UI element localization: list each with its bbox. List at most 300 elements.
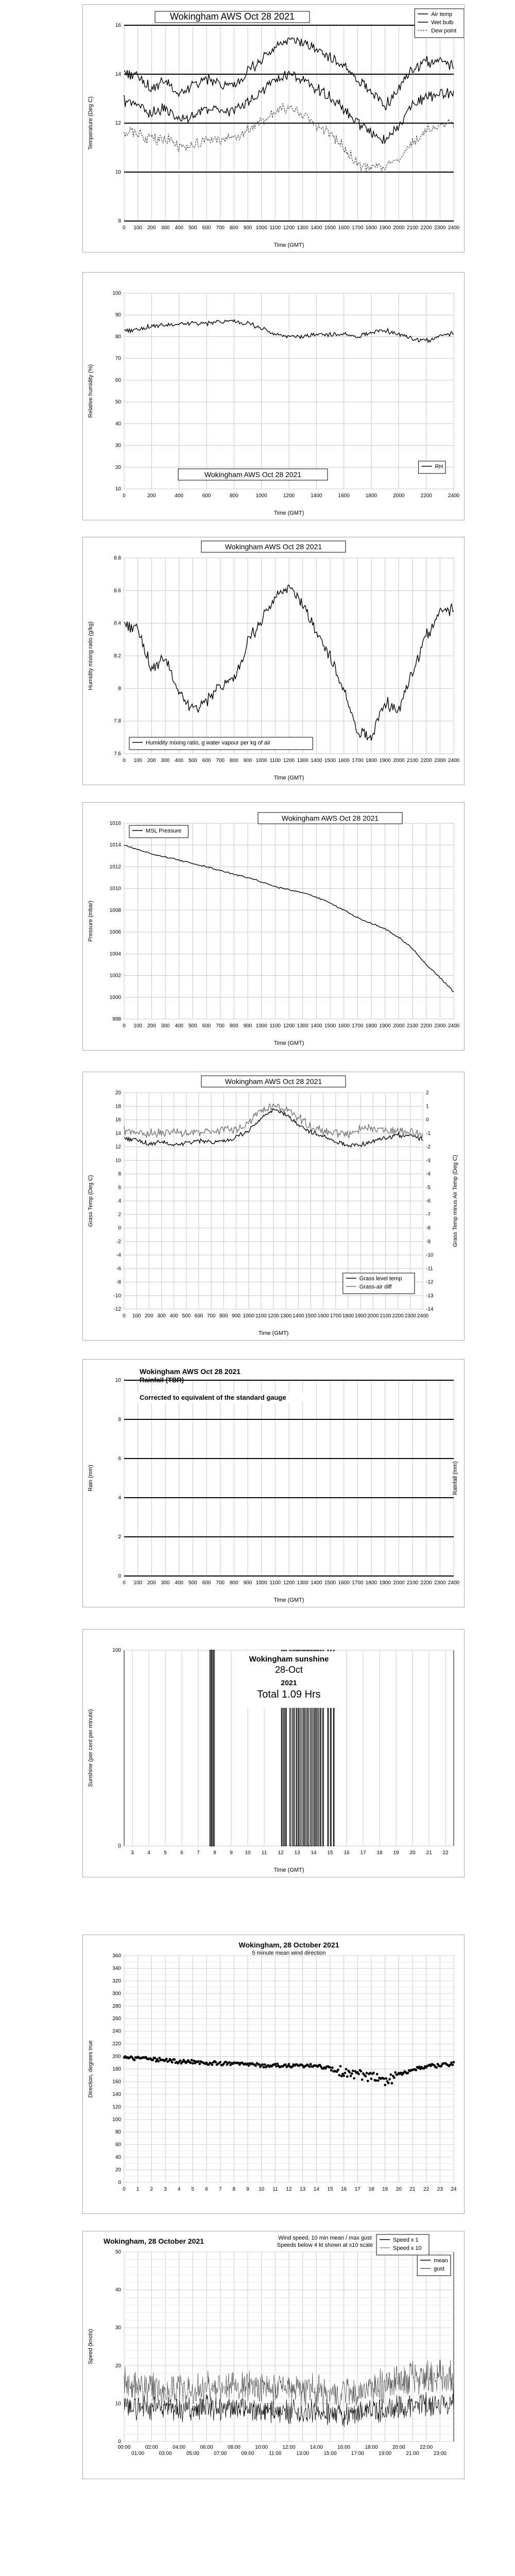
x-tick-label: 800 [229,493,238,499]
y-tick-label: 120 [112,2104,121,2110]
y-axis-label: Direction, degrees true [88,2040,94,2098]
x-tick-label: 100 [133,758,143,764]
x-tick-label: 2100 [380,1313,391,1319]
x-tick-label: 1800 [365,1023,377,1029]
x-tick-label: 100 [133,1023,143,1029]
direction-point [370,2078,373,2080]
x-tick-label: 300 [161,758,170,764]
y-tick-label: 40 [115,2155,121,2161]
y-tick-label: 320 [112,1978,121,1984]
direction-point [340,2075,343,2077]
chart-panel-grass [82,1072,465,1341]
y-tick-label: 6 [118,1184,121,1191]
direction-point [264,2063,266,2066]
chart-subtitle-2: Speeds below 4 kt shown at x10 scale [277,2242,373,2248]
y-tick-label: 100 [112,1648,121,1653]
y-tick-label: 50 [115,2249,121,2255]
direction-point [288,2063,290,2065]
x-tick-label: 4 [147,1850,150,1856]
x-tick-label: 1500 [324,225,336,231]
x-tick-label: 1500 [305,1313,317,1319]
x-tick-label: 1200 [283,225,295,231]
chart-title: Wokingham AWS Oct 28 2021 [204,470,302,479]
direction-point [393,2076,396,2079]
x-tick-label: 23 [437,2187,443,2192]
x-tick-label: 16 [341,2187,347,2192]
x-tick-label: 2000 [393,1580,405,1586]
x-tick-label: 600 [202,1580,211,1586]
x-tick-label: 2000 [393,225,405,231]
x-tick-label: 7 [197,1850,200,1856]
chart-sunshine [83,1630,464,1877]
y-tick-label: 8 [118,1417,121,1422]
x-tick-label: 400 [175,1580,184,1586]
legend-label: Speed x 1 [393,2237,419,2243]
x-axis-label: Time (GMT) [273,1040,304,1046]
y-axis-label: Speed (knots) [88,2329,94,2365]
x-tick-label: 1600 [317,1313,329,1319]
direction-point [330,2069,333,2072]
x-tick-label: 1200 [267,1313,280,1319]
y-tick-label: 200 [112,2054,121,2060]
y-tick-label: 340 [112,1965,121,1972]
direction-point [159,2057,161,2059]
x-tick-label: 1100 [269,225,281,231]
x-tick-label: 500 [188,225,197,231]
y-tick-label: 1010 [109,886,121,892]
x-tick-label: 0 [123,2187,126,2192]
direction-point [263,2066,265,2069]
chart-direction [83,1935,464,2213]
y-tick-label: 30 [115,2325,121,2331]
y-tick-label: 20 [115,2363,121,2369]
direction-point [387,2082,390,2084]
y-tick-label: 60 [115,377,121,383]
y2-axis-label: Rainfall (mm) [452,1461,458,1495]
direction-point [339,2065,342,2067]
x-tick-label: 2000 [393,1023,405,1029]
legend-label: Air temp [431,11,453,18]
x-tick-label: 6 [180,1850,183,1856]
x-tick-label: 06:00 [200,2445,213,2450]
x-tick-label: 1400 [311,225,322,231]
x-tick-label: 10 [245,1850,251,1856]
y-tick-label: 160 [112,2079,121,2085]
x-tick-label: 1100 [269,758,281,764]
x-tick-label: 24 [451,2187,457,2192]
direction-point [310,2063,312,2065]
y-tick-label: 80 [115,334,121,340]
direction-point [151,2059,154,2061]
x-tick-label: 700 [207,1313,216,1319]
x-tick-label: 2300 [434,1023,446,1029]
y-tick-label: 40 [115,421,121,427]
legend-label: Grass-air diff [359,1284,392,1290]
x-tick-label: 5 [164,1850,167,1856]
x-tick-label: 500 [182,1313,191,1319]
x-tick-label: 2300 [434,758,446,764]
x-tick-label: 07:00 [214,2451,227,2456]
y-tick-label: 8.8 [114,555,121,561]
y-tick-label: 100 [112,2116,121,2123]
x-tick-label: 14:00 [310,2445,323,2450]
y-tick-label: 12 [115,1144,121,1150]
direction-point [193,2060,195,2062]
chart-panel-direction [82,1935,465,2214]
direction-point [384,2084,386,2087]
x-tick-label: 1900 [379,1580,391,1586]
direction-point [338,2074,340,2076]
y-tick-label: 12 [115,121,121,126]
y-tick-label: 14 [115,72,121,77]
chart-subtitle: Rainfall (TBR) [140,1376,184,1384]
x-tick-label: 7 [218,2187,222,2192]
x-tick-label: 1700 [330,1313,341,1319]
x-tick-label: 18 [368,2187,374,2192]
x-tick-label: 300 [157,1313,166,1319]
x-tick-label: 800 [229,225,238,231]
x-tick-label: 13:00 [296,2451,310,2456]
direction-point [276,2063,279,2065]
y-tick-label: 300 [112,1991,121,1997]
x-tick-label: 200 [147,1023,156,1029]
x-tick-label: 2000 [393,758,405,764]
legend-label: Speed x 10 [393,2245,422,2251]
x-tick-label: 15 [327,2187,333,2192]
y2-tick-label: -14 [426,1307,434,1312]
x-tick-label: 1400 [311,1580,322,1586]
direction-point [173,2058,176,2061]
direction-point [190,2061,192,2064]
x-tick-label: 1600 [338,225,350,231]
x-tick-label: 2100 [406,758,419,764]
chart-speed [83,2231,464,2479]
direction-point [383,2077,385,2080]
x-tick-label: 2200 [392,1313,404,1319]
y2-tick-label: 0 [426,1117,429,1123]
direction-point [415,2069,417,2072]
x-tick-label: 2400 [448,1580,460,1586]
chart-panel-sunshine [82,1629,465,1877]
y2-tick-label: -2 [426,1144,431,1150]
chart-grass [83,1072,464,1340]
x-tick-label: 900 [243,1023,252,1029]
y-tick-label: 7.8 [114,718,121,724]
x-tick-label: 3 [164,2187,167,2192]
y-tick-label: 220 [112,2041,121,2047]
x-tick-label: 800 [229,1580,238,1586]
direction-point [375,2079,377,2082]
x-tick-label: 1800 [365,225,377,231]
chart-pressure [83,803,464,1050]
legend-label: Grass level temp [359,1276,402,1282]
y-tick-label: 0 [118,2180,121,2185]
x-tick-label: 20 [409,1850,416,1856]
x-tick-label: 700 [216,1023,225,1029]
x-tick-label: 1700 [352,225,364,231]
x-tick-label: 1000 [255,493,267,499]
direction-point [219,2061,221,2063]
direction-point [357,2073,360,2075]
y-tick-label: 260 [112,2016,121,2022]
direction-point [365,2075,367,2078]
x-tick-label: 1300 [297,225,308,231]
x-axis-label: Time (GMT) [273,510,304,516]
x-tick-label: 18 [376,1850,383,1856]
legend-label: MSL Pressure [146,828,182,834]
y2-tick-label: -7 [426,1212,431,1218]
x-tick-label: 1600 [338,1023,350,1029]
y-tick-label: 70 [115,355,121,362]
x-tick-label: 2100 [406,225,419,231]
x-tick-label: 1200 [283,1023,295,1029]
x-tick-label: 800 [229,1023,238,1029]
y-tick-label: -6 [116,1266,121,1272]
y-tick-label: 8 [118,218,121,224]
x-axis-label: Time (GMT) [273,1597,304,1603]
y-tick-label: 140 [112,2091,121,2097]
x-tick-label: 0 [123,225,126,231]
direction-point [435,2066,438,2069]
x-tick-label: 2400 [448,1023,460,1029]
x-tick-label: 1600 [338,758,350,764]
x-tick-label: 22:00 [420,2445,433,2450]
x-tick-label: 1200 [283,1580,295,1586]
y-tick-label: 1002 [109,973,121,979]
direction-point [275,2065,278,2067]
x-tick-label: 2300 [434,1580,446,1586]
x-tick-label: 17 [354,2187,360,2192]
direction-point [262,2063,264,2066]
y-tick-label: 50 [115,399,121,405]
x-tick-label: 600 [202,1023,211,1029]
x-tick-label: 600 [194,1313,203,1319]
x-tick-label: 2300 [434,225,446,231]
x-tick-label: 400 [175,758,184,764]
x-tick-label: 1600 [338,1580,350,1586]
x-tick-label: 1000 [243,1313,254,1319]
direction-point [171,2061,174,2064]
x-tick-label: 0 [123,758,126,764]
y-tick-label: 0 [118,1843,121,1849]
direction-point [214,2061,217,2063]
y-tick-label: 0 [118,1573,121,1579]
x-tick-label: 9 [230,1850,233,1856]
chart-total: Total 1.09 Hrs [257,1689,321,1700]
x-tick-label: 1400 [311,493,322,499]
direction-point [191,2059,193,2061]
x-axis-label: Time (GMT) [273,242,304,248]
x-tick-label: 500 [188,758,197,764]
x-tick-label: 1900 [379,758,391,764]
x-tick-label: 500 [188,1580,197,1586]
x-tick-label: 1700 [352,758,364,764]
y-tick-label: 280 [112,2003,121,2009]
direction-point [197,2060,200,2063]
x-tick-label: 1500 [324,1023,336,1029]
y-tick-label: 0 [118,1225,121,1231]
direction-point [133,2059,136,2061]
direction-point [453,2061,455,2063]
direction-point [211,2063,214,2066]
chart-title: Wokingham, 28 October 2021 [104,2237,204,2245]
x-tick-label: 21 [426,1850,432,1856]
chart-panel-rain [82,1359,465,1607]
x-tick-label: 0 [123,493,126,499]
y-tick-label: 7.6 [114,751,121,757]
x-tick-label: 11 [261,1850,267,1856]
legend-label: gust [434,2266,444,2272]
x-tick-label: 700 [216,225,225,231]
y-tick-label: 8 [118,686,121,692]
chart-title: Wokingham, 28 October 2021 [238,1941,339,1949]
y-tick-label: 10 [115,1158,121,1164]
x-tick-label: 19 [382,2187,388,2192]
x-axis-label: Time (GMT) [273,775,304,781]
direction-point [254,2064,257,2067]
y-axis-label: Rain (mm) [88,1465,94,1492]
x-tick-label: 900 [232,1313,241,1319]
x-tick-label: 1200 [283,493,295,499]
y-tick-label: 0 [118,2439,121,2445]
chart-title: Wokingham AWS Oct 28 2021 [225,543,322,551]
x-tick-label: 100 [133,225,143,231]
y-tick-label: 8.4 [114,620,121,626]
y2-tick-label: -10 [426,1252,434,1258]
x-tick-label: 2400 [417,1313,429,1319]
x-tick-label: 2200 [420,1580,432,1586]
x-tick-label: 800 [219,1313,228,1319]
direction-point [376,2073,379,2076]
y2-tick-label: -1 [426,1130,431,1137]
y-tick-label: 360 [112,1953,121,1959]
x-tick-label: 21 [409,2187,416,2192]
y-tick-label: 10 [115,170,121,175]
x-tick-label: 10:00 [255,2445,268,2450]
y-tick-label: 16 [115,23,121,28]
x-tick-label: 700 [216,758,225,764]
x-tick-label: 6 [205,2187,208,2192]
y-tick-label: 20 [115,2167,121,2173]
x-tick-label: 1700 [352,1023,364,1029]
direction-point [385,2077,388,2080]
x-tick-label: 2200 [420,758,432,764]
x-tick-label: 2 [150,2187,153,2192]
x-tick-label: 0 [123,1023,126,1029]
x-tick-label: 16:00 [337,2445,351,2450]
direction-point [367,2080,369,2082]
x-tick-label: 11 [272,2187,278,2192]
y2-tick-label: 1 [426,1104,429,1110]
direction-point [353,2077,355,2080]
x-tick-label: 2100 [406,1580,419,1586]
y-tick-label: 30 [115,443,121,449]
x-tick-label: 23:00 [433,2451,447,2456]
chart-panel-rh [82,272,465,520]
chart-title: Wokingham AWS Oct 28 2021 [140,1367,241,1376]
x-tick-label: 300 [161,225,170,231]
y-tick-label: 18 [115,1104,121,1110]
x-tick-label: 700 [216,1580,225,1586]
x-tick-label: 0 [123,1313,126,1319]
direction-point [198,2063,201,2065]
x-tick-label: 500 [188,1023,197,1029]
x-axis-label: Time (GMT) [258,1330,289,1336]
legend-label: Wet bulb [431,20,454,26]
chart-subtitle: Wind speed, 10 min mean / max gust [278,2235,372,2241]
direction-point [369,2072,371,2074]
x-tick-label: 1800 [365,758,377,764]
direction-point [228,2061,231,2064]
chart-title: Wokingham AWS Oct 28 2021 [281,814,379,822]
x-tick-label: 2200 [420,225,432,231]
x-tick-label: 1800 [365,1580,377,1586]
x-tick-label: 04:00 [173,2445,186,2450]
y2-tick-label: -12 [426,1279,434,1285]
x-tick-label: 1700 [352,1580,364,1586]
x-tick-label: 1300 [297,758,308,764]
y-tick-label: -8 [116,1279,121,1285]
x-tick-label: 2400 [448,493,460,499]
y2-tick-label: -8 [426,1225,431,1231]
y-tick-label: 20 [115,464,121,470]
direction-point [337,2069,339,2071]
chart-title: Wokingham AWS Oct 28 2021 [225,1077,322,1086]
direction-point [451,2064,454,2066]
direction-point [157,2060,160,2063]
legend-label: Humidity mixing ratio, g water vapour per kg of air [146,740,271,746]
x-tick-label: 20 [396,2187,402,2192]
direction-point [331,2066,334,2069]
y-tick-label: 2 [118,1212,121,1218]
y-tick-label: 4 [118,1495,121,1501]
x-tick-label: 1100 [255,1313,267,1319]
direction-point [192,2062,194,2065]
x-tick-label: 1000 [255,225,267,231]
x-tick-label: 1400 [311,1023,322,1029]
x-tick-label: 12:00 [282,2445,296,2450]
direction-point [366,2072,368,2074]
x-tick-label: 100 [133,1580,143,1586]
direction-point [360,2070,363,2073]
x-tick-label: 1500 [324,758,336,764]
x-tick-label: 15 [327,1850,333,1856]
x-tick-label: 400 [175,1023,184,1029]
direction-point [329,2066,332,2069]
x-tick-label: 03:00 [159,2451,172,2456]
x-tick-label: 15:00 [323,2451,337,2456]
chart-rain [83,1360,464,1607]
direction-point [154,2057,157,2059]
x-tick-label: 900 [243,1580,252,1586]
x-tick-label: 17:00 [351,2451,364,2456]
x-tick-label: 300 [161,1023,170,1029]
direction-point [165,2058,168,2060]
x-tick-label: 08:00 [227,2445,241,2450]
x-tick-label: 1500 [324,1580,336,1586]
x-tick-label: 900 [243,225,252,231]
y2-tick-label: -9 [426,1239,431,1245]
x-tick-label: 1300 [297,1023,308,1029]
y2-tick-label: -13 [426,1293,434,1299]
x-tick-label: 1000 [255,758,267,764]
direction-point [225,2061,227,2063]
y-tick-label: -2 [116,1239,121,1245]
x-tick-label: 200 [144,1313,153,1319]
y-tick-label: 2 [118,1534,121,1540]
x-tick-label: 1300 [297,1580,308,1586]
direction-point [344,2072,347,2074]
